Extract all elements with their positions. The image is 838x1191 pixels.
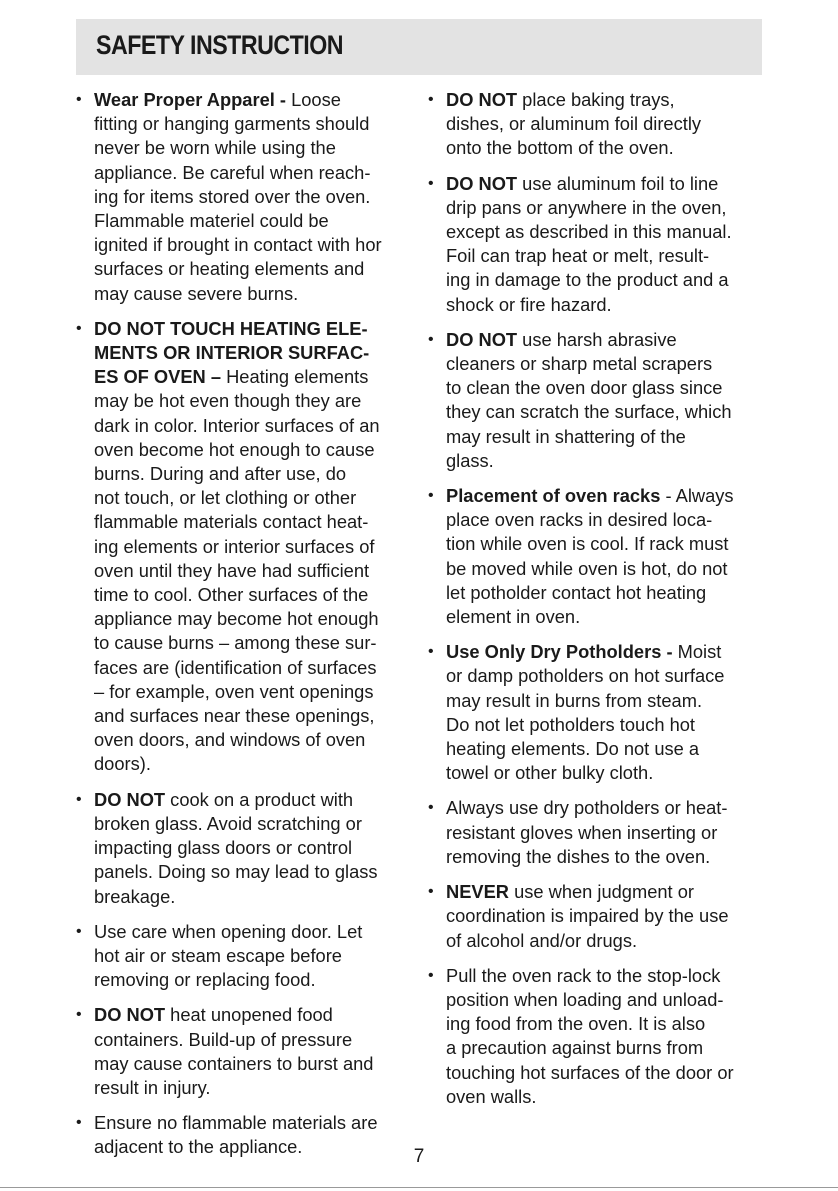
body-text: removing the dishes to the oven. bbox=[446, 845, 711, 867]
text-line bbox=[94, 185, 416, 209]
text-line bbox=[94, 535, 416, 559]
bold-text: DO NOT bbox=[446, 328, 518, 350]
text-line bbox=[94, 607, 416, 631]
text-line bbox=[446, 449, 768, 473]
body-text: oven doors, and windows of oven bbox=[94, 729, 366, 751]
bullet-point: • bbox=[428, 487, 434, 505]
text-line bbox=[446, 845, 768, 869]
body-text: breakage. bbox=[94, 885, 176, 907]
text-line bbox=[94, 944, 416, 968]
text-line bbox=[446, 964, 768, 988]
bold-text: Placement of oven racks bbox=[446, 485, 661, 507]
body-text: flammable materials contact heat- bbox=[94, 511, 369, 533]
body-text: towel or other bulky cloth. bbox=[446, 762, 654, 784]
text-line bbox=[446, 796, 768, 820]
bullet-point: • bbox=[76, 922, 82, 940]
body-text: Flammable materiel could be bbox=[94, 210, 329, 232]
text-line bbox=[94, 968, 416, 992]
text-line bbox=[94, 1076, 416, 1100]
instruction-item bbox=[428, 484, 768, 629]
text-line bbox=[94, 860, 416, 884]
text-line bbox=[446, 737, 768, 761]
text-line bbox=[446, 532, 768, 556]
body-text: broken glass. Avoid scratching or bbox=[94, 812, 362, 834]
body-text: ing elements or interior surfaces of bbox=[94, 535, 375, 557]
body-text: cook on a product with bbox=[165, 788, 354, 810]
bold-text: DO NOT bbox=[94, 1004, 166, 1026]
text-line bbox=[446, 172, 768, 196]
text-line bbox=[94, 88, 416, 112]
bold-text: Use Only Dry Potholders - bbox=[446, 641, 673, 663]
body-text: except as described in this manual. bbox=[446, 221, 732, 243]
bold-text: DO NOT TOUCH HEATING ELE- bbox=[94, 317, 368, 339]
text-line bbox=[446, 196, 768, 220]
text-line bbox=[446, 508, 768, 532]
body-text: Moist bbox=[672, 641, 722, 663]
text-line bbox=[446, 904, 768, 928]
text-line bbox=[94, 920, 416, 944]
text-line bbox=[446, 136, 768, 160]
body-text: resistant gloves when inserting or bbox=[446, 821, 718, 843]
instruction-item bbox=[428, 172, 768, 317]
body-text: Ensure no flammable materials are bbox=[94, 1112, 378, 1134]
text-line bbox=[94, 438, 416, 462]
body-text: touching hot surfaces of the door or bbox=[446, 1061, 734, 1083]
body-text: ing for items stored over the oven. bbox=[94, 185, 371, 207]
text-line bbox=[94, 233, 416, 257]
body-text: element in oven. bbox=[446, 606, 581, 628]
text-line bbox=[94, 414, 416, 438]
body-text: may cause severe burns. bbox=[94, 282, 299, 304]
body-text: may be hot even though they are bbox=[94, 390, 362, 412]
text-line bbox=[94, 341, 416, 365]
body-text: may cause containers to burst and bbox=[94, 1052, 374, 1074]
bold-text: DO NOT bbox=[446, 172, 518, 194]
body-text: place baking trays, bbox=[517, 89, 675, 110]
body-text: drip pans or anywhere in the oven, bbox=[446, 196, 727, 218]
body-text: heat unopened food bbox=[165, 1004, 333, 1026]
body-text: position when loading and unload- bbox=[446, 988, 724, 1010]
body-text: ing food from the oven. It is also bbox=[446, 1013, 706, 1035]
body-text: and surfaces near these openings, bbox=[94, 705, 375, 727]
page-number: 7 bbox=[413, 1146, 425, 1167]
page-title: SAFETY INSTRUCTION bbox=[96, 30, 344, 60]
body-text: appliance. Be careful when reach- bbox=[94, 161, 371, 183]
text-line bbox=[446, 713, 768, 737]
body-text: heating elements. Do not use a bbox=[446, 738, 700, 760]
text-line bbox=[94, 257, 416, 281]
text-line bbox=[446, 352, 768, 376]
text-line bbox=[446, 1012, 768, 1036]
bold-text: DO NOT bbox=[446, 89, 518, 110]
text-line bbox=[446, 557, 768, 581]
body-text: onto the bottom of the oven. bbox=[446, 137, 674, 159]
instruction-item bbox=[428, 88, 768, 161]
text-line bbox=[94, 1052, 416, 1076]
text-line bbox=[94, 486, 416, 510]
text-line bbox=[446, 1085, 768, 1109]
body-text: dishes, or aluminum foil directly bbox=[446, 113, 702, 135]
bold-text: MENTS OR INTERIOR SURFAC- bbox=[94, 342, 370, 364]
body-text: Pull the oven rack to the stop-lock bbox=[446, 964, 721, 986]
text-line bbox=[446, 929, 768, 953]
instruction-item bbox=[428, 796, 768, 869]
text-line bbox=[446, 425, 768, 449]
body-text: glass. bbox=[446, 449, 494, 471]
text-line bbox=[446, 328, 768, 352]
text-line bbox=[446, 640, 768, 664]
text-line bbox=[94, 136, 416, 160]
text-line bbox=[446, 761, 768, 785]
text-line bbox=[94, 836, 416, 860]
body-text: use when judgment or bbox=[509, 881, 694, 903]
body-text: containers. Build-up of pressure bbox=[94, 1028, 353, 1050]
bullet-point: • bbox=[428, 91, 434, 108]
bullet-point: • bbox=[76, 1006, 82, 1024]
body-text: Do not let potholders touch hot bbox=[446, 713, 695, 735]
body-text: ing in damage to the product and a bbox=[446, 269, 729, 291]
text-line bbox=[94, 365, 416, 389]
bold-text: Wear Proper Apparel - bbox=[94, 89, 287, 110]
body-text: use aluminum foil to line bbox=[517, 172, 719, 194]
instruction-item bbox=[428, 328, 768, 473]
body-text: dark in color. Interior surfaces of an bbox=[94, 414, 380, 436]
body-text: Always use dry potholders or heat- bbox=[446, 797, 728, 819]
text-line bbox=[94, 704, 416, 728]
body-text: oven become hot enough to cause bbox=[94, 438, 375, 460]
bullet-point: • bbox=[428, 883, 434, 901]
text-line bbox=[446, 581, 768, 605]
text-line bbox=[94, 752, 416, 776]
instruction-item bbox=[76, 788, 416, 909]
body-text: Foil can trap heat or melt, result- bbox=[446, 245, 710, 267]
body-text: - Always bbox=[660, 485, 734, 507]
body-text: not touch, or let clothing or other bbox=[94, 487, 357, 509]
body-text: result in injury. bbox=[94, 1076, 211, 1098]
text-line bbox=[446, 664, 768, 688]
text-line bbox=[94, 559, 416, 583]
body-text: impacting glass doors or control bbox=[94, 837, 353, 859]
right-column bbox=[428, 88, 768, 1120]
body-text: faces are (identification of surfaces bbox=[94, 656, 377, 678]
bullet-point: • bbox=[76, 319, 82, 337]
body-text: oven walls. bbox=[446, 1085, 537, 1107]
section-header bbox=[76, 19, 762, 75]
body-text: to clean the oven door glass since bbox=[446, 377, 723, 399]
bullet-point: • bbox=[76, 790, 82, 808]
text-line bbox=[94, 282, 416, 306]
text-line bbox=[94, 462, 416, 486]
instruction-item bbox=[428, 640, 768, 785]
body-text: surfaces or heating elements and bbox=[94, 258, 365, 280]
bold-text: NEVER bbox=[446, 881, 509, 903]
text-line bbox=[94, 510, 416, 534]
text-line bbox=[446, 689, 768, 713]
text-line bbox=[446, 293, 768, 317]
bullet-point: • bbox=[428, 174, 434, 192]
text-line bbox=[94, 1028, 416, 1052]
text-line bbox=[446, 244, 768, 268]
body-text: ignited if brought in contact with hor bbox=[94, 234, 382, 256]
text-line bbox=[446, 1036, 768, 1060]
body-text: coordination is impaired by the use bbox=[446, 905, 729, 927]
body-text: doors). bbox=[94, 753, 151, 775]
instruction-item bbox=[76, 920, 416, 993]
instruction-item bbox=[428, 964, 768, 1109]
text-line bbox=[94, 885, 416, 909]
body-text: let potholder contact hot heating bbox=[446, 581, 707, 603]
text-line bbox=[94, 788, 416, 812]
text-line bbox=[94, 317, 416, 341]
text-line bbox=[94, 728, 416, 752]
body-text: Heating elements bbox=[221, 366, 369, 388]
body-text: adjacent to the appliance. bbox=[94, 1136, 303, 1158]
text-line bbox=[446, 88, 768, 112]
text-line bbox=[94, 680, 416, 704]
instruction-item bbox=[428, 880, 768, 953]
body-text: use harsh abrasive bbox=[517, 328, 677, 350]
text-line bbox=[94, 656, 416, 680]
body-text: panels. Doing so may lead to glass bbox=[94, 861, 378, 883]
bullet-point: • bbox=[76, 91, 82, 108]
left-column bbox=[76, 88, 416, 1171]
text-line bbox=[94, 1003, 416, 1027]
text-line bbox=[446, 484, 768, 508]
body-text: burns. During and after use, do bbox=[94, 463, 347, 485]
text-line bbox=[446, 880, 768, 904]
body-text: cleaners or sharp metal scrapers bbox=[446, 353, 713, 375]
text-line bbox=[446, 400, 768, 424]
body-text: Use care when opening door. Let bbox=[94, 920, 363, 942]
text-line bbox=[94, 812, 416, 836]
text-line bbox=[94, 161, 416, 185]
text-line bbox=[446, 220, 768, 244]
text-line bbox=[446, 821, 768, 845]
body-text: tion while oven is cool. If rack must bbox=[446, 533, 729, 555]
body-text: to cause burns – among these sur- bbox=[94, 632, 377, 654]
body-text: or damp potholders on hot surface bbox=[446, 665, 725, 687]
body-text: of alcohol and/or drugs. bbox=[446, 929, 638, 951]
text-line bbox=[94, 583, 416, 607]
body-text: shock or fire hazard. bbox=[446, 293, 612, 315]
body-text: a precaution against burns from bbox=[446, 1037, 704, 1059]
body-text: never be worn while using the bbox=[94, 137, 336, 159]
text-line bbox=[446, 268, 768, 292]
bottom-rule bbox=[0, 1187, 838, 1188]
bullet-point: • bbox=[428, 799, 434, 817]
body-text: fitting or hanging garments should bbox=[94, 113, 370, 135]
bullet-point: • bbox=[428, 330, 434, 348]
body-text: they can scratch the surface, which bbox=[446, 401, 732, 423]
body-text: appliance may become hot enough bbox=[94, 608, 379, 630]
bold-text: ES OF OVEN – bbox=[94, 366, 221, 388]
body-text: place oven racks in desired loca- bbox=[446, 509, 713, 531]
text-line bbox=[94, 112, 416, 136]
body-text: oven until they have had sufficient bbox=[94, 559, 370, 581]
body-text: – for example, oven vent openings bbox=[94, 680, 374, 702]
text-line bbox=[446, 376, 768, 400]
body-text: Loose bbox=[286, 89, 341, 110]
instruction-item bbox=[76, 88, 416, 306]
body-text: hot air or steam escape before bbox=[94, 944, 342, 966]
body-text: be moved while oven is hot, do not bbox=[446, 557, 728, 579]
instruction-item bbox=[76, 317, 416, 777]
body-text: may result in burns from steam. bbox=[446, 689, 703, 711]
bullet-point: • bbox=[428, 966, 434, 984]
text-line bbox=[446, 1061, 768, 1085]
bullet-point: • bbox=[76, 1114, 82, 1132]
text-line bbox=[94, 1111, 416, 1135]
body-text: removing or replacing food. bbox=[94, 969, 316, 991]
text-line bbox=[446, 605, 768, 629]
body-text: may result in shattering of the bbox=[446, 425, 686, 447]
bold-text: DO NOT bbox=[94, 788, 166, 810]
bullet-point: • bbox=[428, 643, 434, 661]
text-line bbox=[446, 988, 768, 1012]
text-line bbox=[94, 389, 416, 413]
text-line bbox=[94, 631, 416, 655]
text-line bbox=[94, 209, 416, 233]
text-line bbox=[446, 112, 768, 136]
instruction-item bbox=[76, 1003, 416, 1100]
body-text: time to cool. Other surfaces of the bbox=[94, 584, 369, 606]
